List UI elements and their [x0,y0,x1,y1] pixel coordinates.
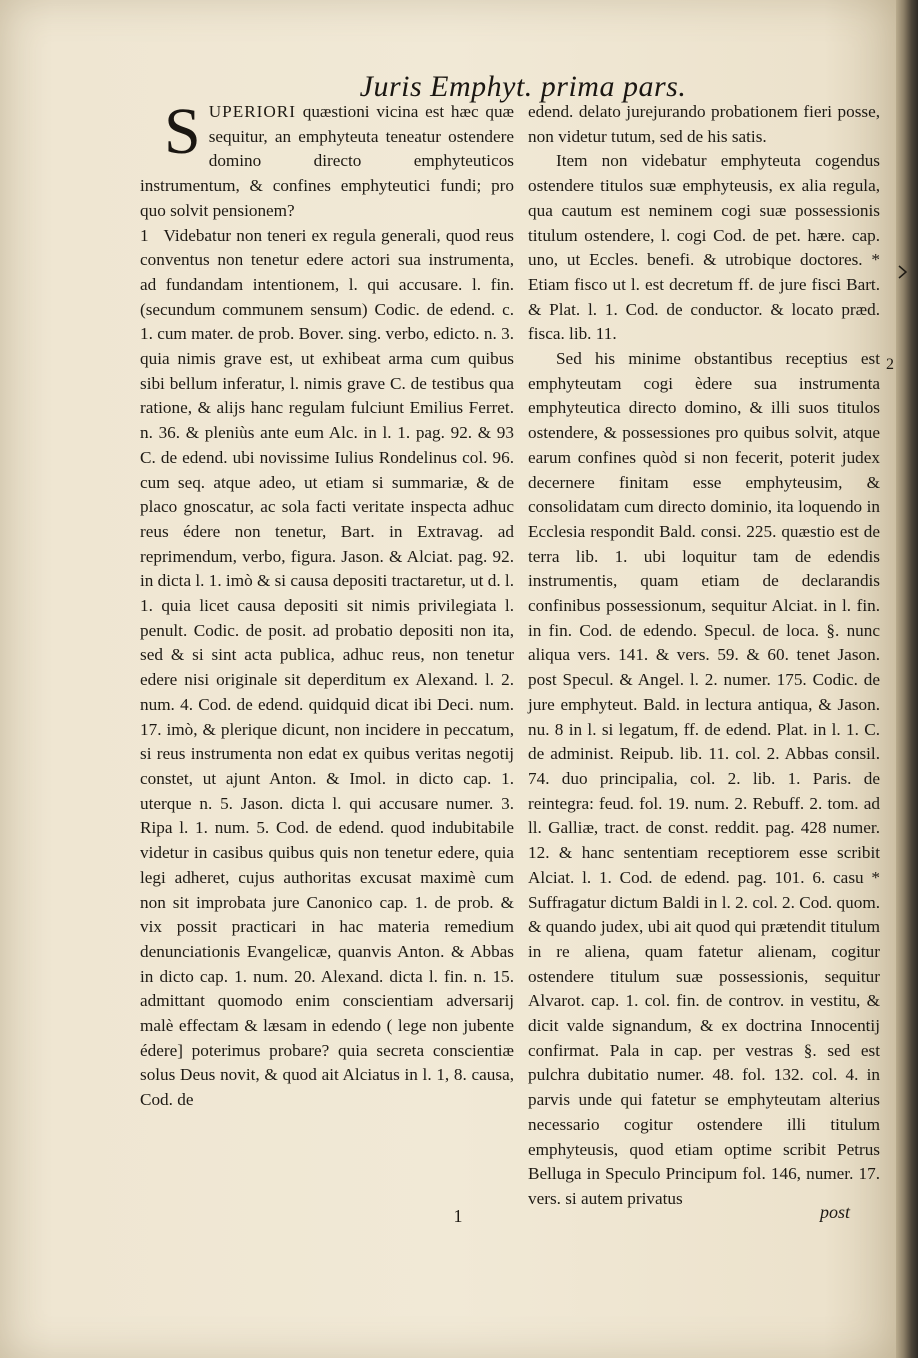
running-head: Juris Emphyt. prima pars. [359,70,687,103]
page-edge-shadow [896,0,918,1358]
margin-pointer-icon [898,264,908,280]
drop-cap: S [164,95,201,168]
catchword: post [820,1202,851,1222]
right-paragraph-1: edend. delato jurejurando probationem fieri posse, non videtur tutum, sed de his satis. [528,102,880,146]
right-column [528,100,880,1212]
left-body-text: Videbatur non teneri ex regula generali, quod reus conventus non tenetur edere actori sua instrumenta, ad fundandam intentionem, l. qui accusare. l. fin. (secundum communem sensum) Codic. de edend. c. 1. cum mater. de prob. Bover. sing. verbo, edicto. n. 3. quia nimis grave est, ut exhibeat arma cum quibus sibi bellum inferatur, l. nimis grave C. de testibus qua ratione, & alijs hanc regulam fulciunt Emilius Ferret. n. 36. & pleniùs ante eum Alc. in l. 1. pag. 92. & 93 C. de edend. ubi novissime Iulius Rondelinus col. 96. cum seq. atque adeo, ut etiam si summariæ, & de placo gnoscatur, ac sola facti veritate inspecta adhuc reus édere non tenetur, Bart. in Extravag. ad reprimendum, verbo, figura. Jason. & Alciat. pag. 92. in dicta l. 1. imò & si causa depositi tractaretur, ut d. l. 1. quia licet causa depositi sit nimis privilegiata l. penult. Codic. de posit. ad probatio depositi non ita, sed & si sint acta publica, adhuc reus, non tenetur edere nisi originale sit deperditum ex Alexand. l. 2. num. 4. Cod. de edend. quidquid dicat ibi Deci. num. 17. imò, & plerique dicunt, non incidere in peccatum, si reus instrumenta non edat ex quibus veritas negotij constet, ut ajunt Anton. & Imol. in dicto cap. 1. uterque n. 5. Jason. dicta l. qui accusare numer. 3. Ripa l. 1. num. 5. Cod. de edend. quod indubitabile videtur in casibus quibus quis non tenetur edere, quia legi adheret, cujus authoritas excusat maximè cum non sit improbata jure Canonico cap. 1. de prob. & vix possit practicari in hac materia remedium denunciationis Evangelicæ, quanvis Anton. & Abbas in dicto cap. 1. num. 20. Alexand. dicta l. fin. n. 15. admittant quomodo enim conscientiam adversarij malè effectam & læsam in edendo ( lege non jubente édere] poterimus probare? quia secreta conscientiæ solus Deus novit, & quod ait Alciatus in l. 1, 8. causa, Cod. de [140,225,515,1110]
lead-word: UPERIORI [208,102,296,121]
intro-text: quæstioni vicina est hæc quæ sequitur, an emphyteuta teneatur ostendere domino directo emphyteuticos instrumentum, & confines emphyteutici fundi; pro quo solvit pensionem? [140,102,515,220]
margin-paragraph-number: 2 [886,356,894,373]
right-paragraph-2: Item non videbatur emphyteuta cogendus ostendere titulos suæ emphyteusis, ex alia regula, qua cautum est neminem cogi suæ possessionis titulum ostendere, l. cogi Cod. de pet. hære. cap. uno, ut Eccles. benefi. & utrobique doctores. * Etiam fisco ut l. est decretum ff. de jure fisci Bart. & Plat. l. 1. Cod. de conductor. & locato præd. fisca. lib. 11. [528,151,880,344]
signature-mark: 1 [453,1206,463,1226]
left-column [140,95,515,1113]
right-paragraph-3: Sed his minime obstantibus receptius est emphyteutam cogi èdere sua instrumenta emphyteutica directo domino, & illi suos titulos ostendere, & possessiones pro quibus solvit, atque earum confines quòd si non fecerit, poterit judex decernere finitam esse emphyteusim, & consolidatam cum directo dominio, ita loquendo in Ecclesia respondit Bald. consi. 225. quæstio est de terra lib. 1. ubi loquitur tam de edendis instrumentis, quam etiam de declarandis confinibus possessionum, sequitur Alciat. in l. fin. in fin. Cod. de edendo. Specul. de loca. §. nunc aliqua vers. 141. & vers. 59. & 60. tenet Jason. post Specul. & Angel. l. 2. numer. 175. Codic. de jure emphyteut. Bald. in lectura antiqua, & Jason. nu. 8 in l. si legatum, ff. de edend. Plat. in l. 1. C. de administ. Reipub. lib. 11. col. 2. Abbas consil. 74. duo principalia, col. 2. lib. 1. Paris. de reintegra: feud. fol. 19. num. 2. Rebuff. 2. tom. ad ll. Galliæ, tract. de const. reddit. pag. 428 numer. 12. & hanc sententiam receptiorem esse scribit Alciat. l. 1. Cod. de edend. pag. 101. 6. casu * Suffragatur dictum Baldi in l. 2. col. 2. Cod. quom. & quando judex, ubi ait quod qui prætendit titulum in re aliena, quam fatetur alienam, cogitur ostendere titulum suæ possessionis, sequitur Alvarot. cap. 1. col. fin. de controv. in vestitu, & dicit valde signandum, & ex doctrina Innocentij confirmat. Pala in cap. per vestras §. sed est pulchra dubitatio numer. 48. fol. 132. col. 4. in parvis unde qui fatetur se emphyteutam alterius necessario cogitur ostendere illi titulum emphyteusis, quod etiam optime scribit Petrus Belluga in Speculo Principum fol. 146, numer. 17. vers. si autem privatus [528,349,880,1208]
paragraph-number: 1 [140,225,149,245]
